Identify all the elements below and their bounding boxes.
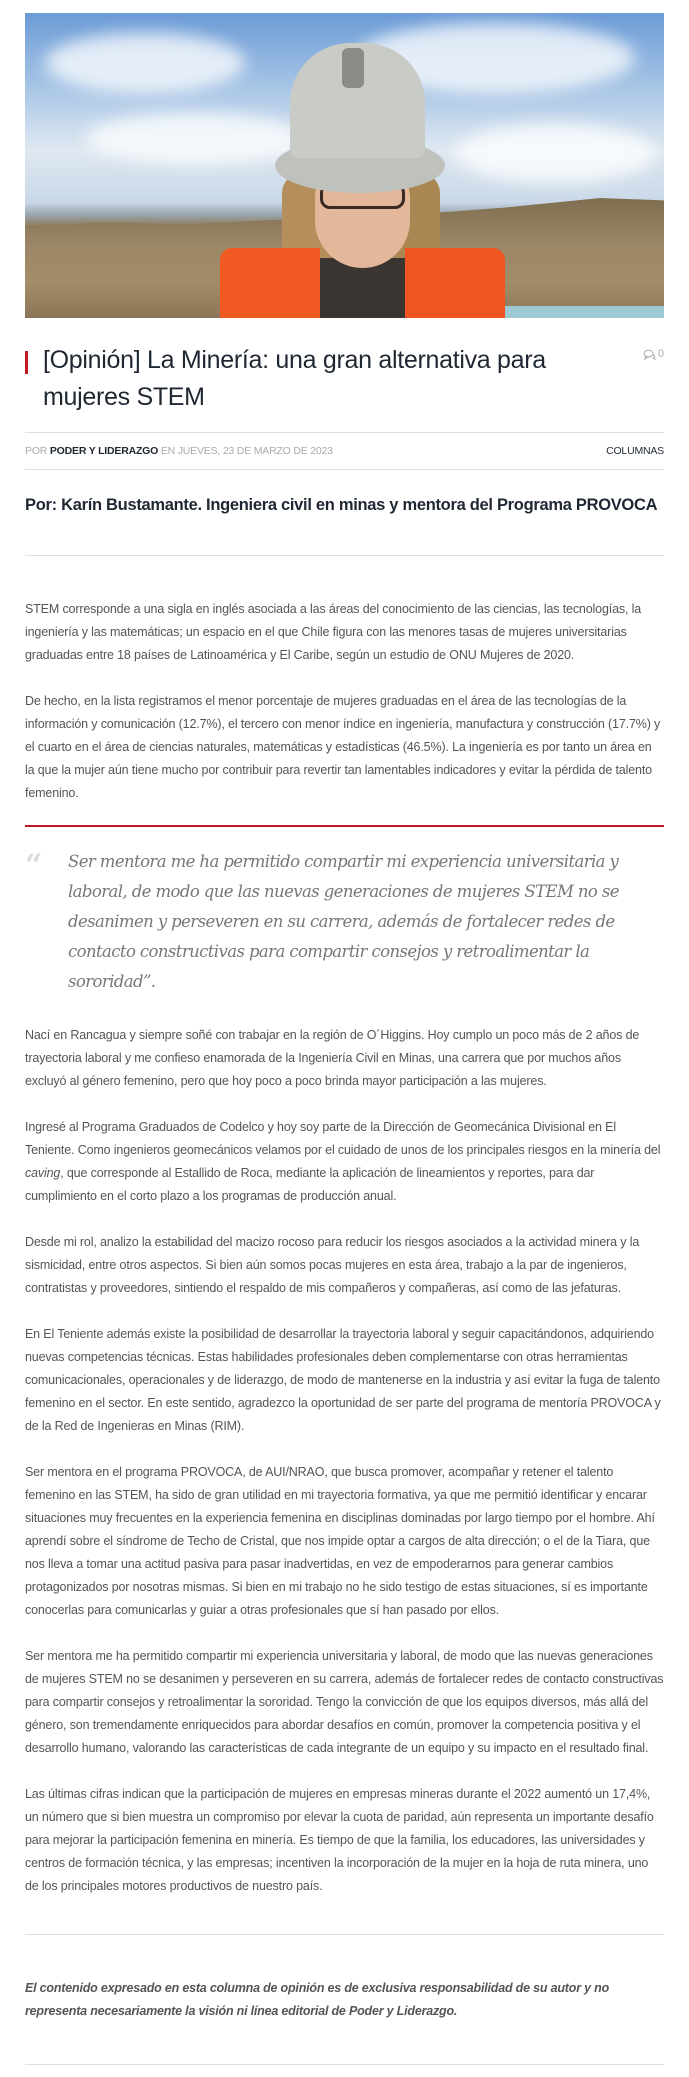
divider	[25, 555, 664, 556]
article-header	[25, 342, 664, 416]
paragraph	[25, 1116, 664, 1208]
paragraph: STEM corresponde a una sigla en inglés asociada a las áreas del conocimiento de las ciencias, las tecnologías, la ingeniería y las matemáticas; un espacio en el que Chile figura con las menores tasas de mujeres universitarias graduadas entre 18 países de Latinoamérica y El Caribe, según un estudio de ONU Mujeres de 2020.	[25, 602, 642, 662]
text-run: Ingresé al Programa Graduados de Codelco y hoy soy parte de la Dirección de Geomecánica Divisional en El Teniente. Como ingenieros geomecánicos velamos por el cuidado de unos de los principales riesgos en la minería del	[25, 1120, 661, 1157]
quote-mark-icon: “	[25, 848, 43, 883]
bottom-spacer	[25, 2065, 664, 2077]
article-meta	[25, 433, 664, 469]
pullquote	[25, 847, 664, 997]
cloud-shape	[45, 33, 245, 93]
italic-term: caving	[25, 1166, 61, 1180]
paragraph: En El Teniente además existe la posibilidad de desarrollar la trayectoria laboral y seguir capacitándonos, adquiriendo nuevas competencias técnicas. Estas habilidades profesionales deben complementarse con otras herramientas comunicacionales, operacionales y de liderazgo, de modo de mantenerse en la industria y así evitar la fuga de talento femenino en el sector. En este sentido, agradezco la oportunidad de ser parte del programa de mentoría PROVOCA y de la Red de Ingenieras en Minas (RIM).	[25, 1327, 661, 1433]
meta-byline	[25, 445, 333, 457]
opinion-disclaimer: El contenido expresado en esta columna de opinión es de exclusiva responsabilidad de su autor y no representa necesariamente la visión ni línea editorial de Poder y Liderazgo.	[25, 1981, 610, 2018]
text-run: , que corresponde al Estallido de Roca, mediante la aplicación de lineamientos y reportes, para dar cumplimiento en el corto plazo a los programas de producción anual.	[25, 1166, 595, 1203]
safety-vest-shape	[405, 248, 505, 318]
hero-image	[25, 13, 664, 318]
paragraph: Las últimas cifras indican que la participación de mujeres en empresas mineras durante el 2022 aumentó un 17,4%, un número que si bien muestra un compromiso por elevar la cuota de paridad, aún representa un importante desafío para mejorar la participación femenina en minería. Es tiempo de que la familia, los educadores, las universidades y centros de formación técnica, y las empresas; incentiven la incorporación de la mujer en la hoja de ruta minera, uno de los principales motores productivos de nuestro país.	[25, 1787, 654, 1893]
article-byline: Por: Karín Bustamante. Ingeniera civil en minas y mentora del Programa PROVOCA	[25, 496, 658, 514]
pullquote-rule	[25, 825, 664, 827]
meta-date: JUEVES, 23 DE MARZO DE 2023	[177, 445, 333, 457]
person-figure	[220, 43, 510, 318]
title-accent-bar	[25, 351, 28, 374]
article-title: [Opinión] La Minería: una gran alternativa para mujeres STEM	[43, 346, 546, 411]
paragraph: Ser mentora me ha permitido compartir mi experiencia universitaria y laboral, de modo que las nuevas generaciones de mujeres STEM no se desanimen y perseveren en su carrera, además de fortalecer redes de contacto constructivas para compartir consejos y retroalimentar la sororidad. Tengo la convicción de que los equipos diversos, más allá del género, son tremendamente enriquecidos para abordar desafíos en común, promover la competencia positiva y el desarrollo humano, valorando las características de cada integrante de un equipo y su impacto en el resultado final.	[25, 1649, 664, 1755]
safety-vest-shape	[220, 248, 320, 318]
comments-count: 0	[657, 348, 664, 360]
meta-prefix: POR	[25, 445, 48, 457]
paragraph: Desde mi rol, analizo la estabilidad del macizo rocoso para reducir los riesgos asociados a la actividad minera y la sismicidad, entre otros aspectos. Si bien aún somos pocas mujeres en esta área, trabajo a la par de ingenieros, contratistas y proveedores, sintiendo el respaldo de mis compañeros y compañeras, así como de las jefaturas.	[25, 1235, 640, 1295]
paragraph: De hecho, en la lista registramos el menor porcentaje de mujeres graduadas en el área de las tecnologías de la información y comunicación (12.7%), el tercero con menor índice en ingeniería, manufactura y construcción (17.7%) y el cuarto en el área de ciencias naturales, matemáticas y estadísticas (46.5%). La ingeniería es por tanto un área en la que la mujer aún tiene mucho por contribuir para revertir tan lamentables indicadores y evitar la pérdida de talento femenino.	[25, 694, 661, 800]
author-link[interactable]: PODER Y LIDERAZGO	[49, 445, 159, 457]
category-link[interactable]: COLUMNAS	[606, 445, 664, 457]
divider	[25, 1934, 664, 1935]
helmet-lamp-shape	[342, 48, 364, 88]
pullquote-text: Ser mentora me ha permitido compartir mi experiencia universitaria y laboral, de modo que las nuevas generaciones de mujeres STEM no se desanimen y perseveren en su carrera, además de fortalecer redes de contacto constructivas para compartir consejos y retroalimentar la sororidad”.	[68, 852, 619, 991]
meta-date-prefix: EN	[160, 445, 176, 457]
article-body-continued	[25, 1024, 664, 1898]
article-body	[25, 598, 664, 1898]
paragraph: Ser mentora en el programa PROVOCA, de AUI/NRAO, que busca promover, acompañar y retener el talento femenino en las STEM, ha sido de gran utilidad en mi trayectoria formativa, ya que me permitió identificar y encarar situaciones muy frecuentes en la experiencia femenina en disciplinas dominadas por largo tiempo por el hombre. Ahí aprendí sobre el síndrome de Techo de Cristal, que nos impide optar a cargos de alta dirección; o el de la Tiara, que nos lleva a tomar una actitud pasiva para pasar inadvertidas, en vez de empoderarnos para generar cambios protagonizados por nosotras mismas. Si bien en mi trabajo no he sido testigo de estas situaciones, sí es importante conocerlas para comunicarlas y guiar a otras profesionales que sí han pasado por ellos.	[25, 1465, 655, 1617]
comments-link[interactable]	[643, 348, 664, 360]
paragraph: Nací en Rancagua y siempre soñé con trabajar en la región de O´Higgins. Hoy cumplo un poco más de 2 años de trayectoria laboral y me confieso enamorada de la Ingeniería Civil en Minas, una carrera que por muchos años excluyó al género femenino, pero que hoy poco a poco brinda mayor participación a las mujeres.	[25, 1028, 640, 1088]
divider	[25, 469, 664, 470]
comments-icon	[643, 349, 656, 360]
